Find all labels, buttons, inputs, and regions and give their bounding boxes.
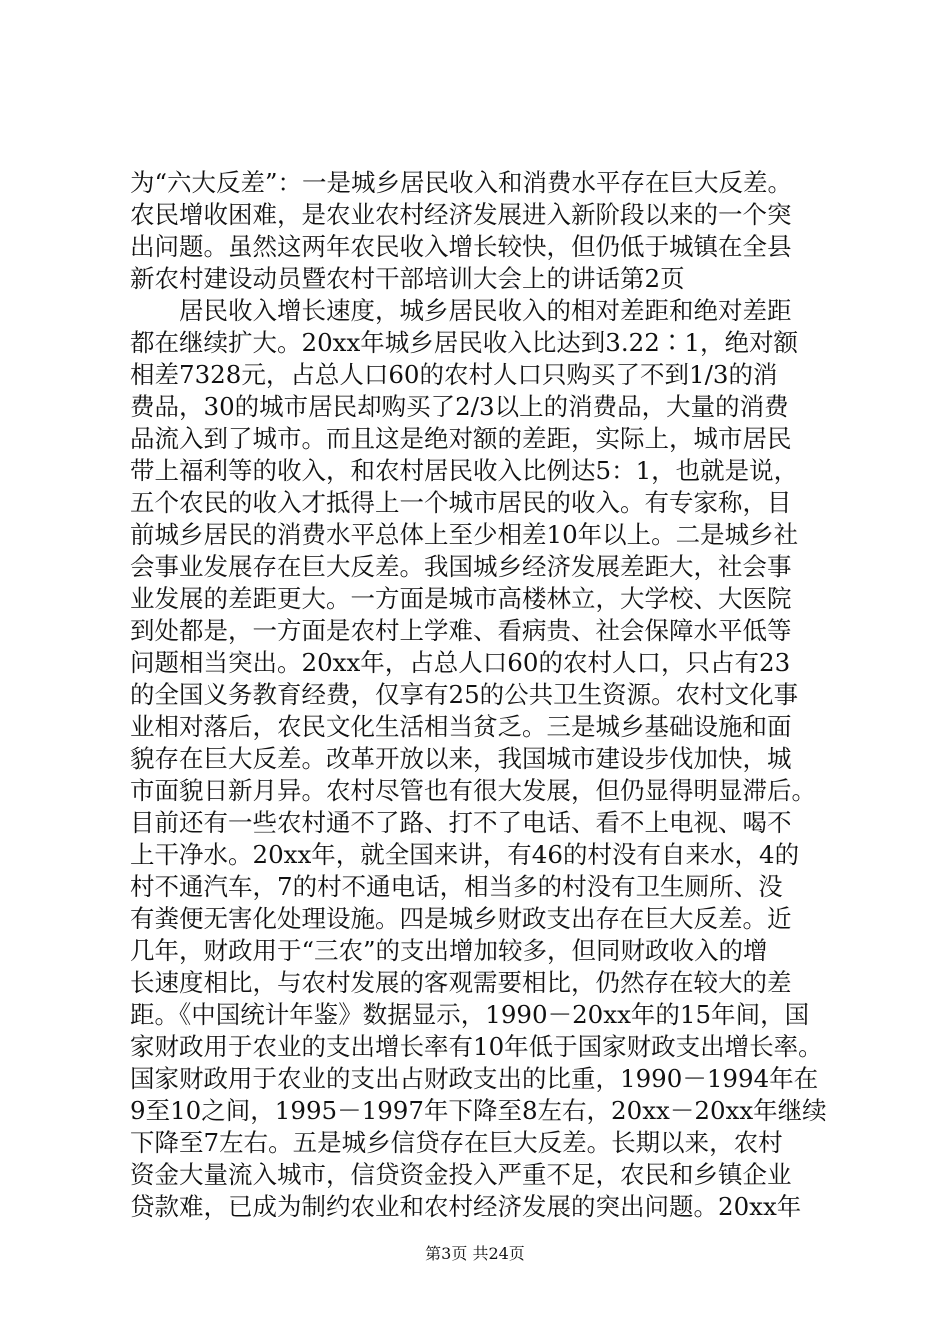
text-line: 业相对落后，农民文化生活相当贫乏。三是城乡基础设施和面	[130, 712, 792, 741]
text-line: 带上福利等的收入，和农村居民收入比例达5：1，也就是说，	[130, 456, 799, 485]
text-line: 贷款难，已成为制约农业和农村经济发展的突出问题。20xx年	[130, 1192, 802, 1221]
text-line: 距。《中国统计年鉴》数据显示，1990－20xx年的15年间，国	[130, 1000, 810, 1029]
text-line: 会事业发展存在巨大反差。我国城乡经济发展差距大，社会事	[130, 552, 792, 581]
text-line: 貌存在巨大反差。改革开放以来，我国城市建设步伐加快，城	[130, 744, 792, 773]
text-line: 新农村建设动员暨农村干部培训大会上的讲话第2页	[130, 264, 685, 293]
text-line: 资金大量流入城市，信贷资金投入严重不足，农民和乡镇企业	[130, 1160, 792, 1189]
text-line: 费品，30的城市居民却购买了2/3以上的消费品，大量的消费	[130, 392, 789, 421]
text-line: 出问题。虽然这两年农民收入增长较快，但仍低于城镇在全县	[130, 232, 792, 261]
text-line: 都在继续扩大。20xx年城乡居民收入比达到3.22∶1，绝对额	[130, 328, 798, 357]
text-line: 问题相当突出。20xx年，占总人口60的农村人口，只占有23	[130, 648, 791, 677]
text-line: 相差7328元，占总人口60的农村人口只购买了不到1/3的消	[130, 360, 778, 389]
text-line: 五个农民的收入才抵得上一个城市居民的收入。有专家称，目	[130, 488, 792, 517]
text-line: 国家财政用于农业的支出占财政支出的比重，1990－1994年在	[130, 1064, 819, 1093]
text-line: 几年，财政用于“三农”的支出增加较多，但同财政收入的增	[130, 936, 768, 965]
text-line: 业发展的差距更大。一方面是城市高楼林立，大学校、大医院	[130, 584, 792, 613]
text-line: 长速度相比，与农村发展的客观需要相比，仍然存在较大的差	[130, 968, 792, 997]
text-line: 为“六大反差”：一是城乡居民收入和消费水平存在巨大反差。	[130, 168, 793, 197]
text-line: 前城乡居民的消费水平总体上至少相差10年以上。二是城乡社	[130, 520, 799, 549]
body-text	[130, 167, 830, 1223]
text-line: 上干净水。20xx年，就全国来讲，有46的村没有自来水，4的	[130, 840, 800, 869]
text-line: 下降至7左右。五是城乡信贷存在巨大反差。长期以来，农村	[130, 1128, 783, 1157]
text-line: 农民增收困难，是农业农村经济发展进入新阶段以来的一个突	[130, 200, 792, 229]
text-line: 品流入到了城市。而且这是绝对额的差距，实际上，城市居民	[130, 424, 792, 453]
text-line: 居民收入增长速度，城乡居民收入的相对差距和绝对差距	[130, 296, 792, 325]
text-line: 的全国义务教育经费，仅享有25的公共卫生资源。农村文化事	[130, 680, 799, 709]
text-line: 到处都是，一方面是农村上学难、看病贵、社会保障水平低等	[130, 616, 792, 645]
text-line: 村不通汽车，7的村不通电话，相当多的村没有卫生厕所、没	[130, 872, 783, 901]
text-line: 9至10之间，1995－1997年下降至8左右，20xx－20xx年继续	[130, 1096, 827, 1125]
page-number-footer: 第3页 共24页	[425, 1244, 525, 1263]
text-line: 家财政用于农业的支出增长率有10年低于国家财政支出增长率。	[130, 1032, 823, 1061]
text-line: 市面貌日新月异。农村尽管也有很大发展，但仍显得明显滞后。	[130, 776, 816, 805]
text-line: 有粪便无害化处理设施。四是城乡财政支出存在巨大反差。近	[130, 904, 792, 933]
text-line: 目前还有一些农村通不了路、打不了电话、看不上电视、喝不	[130, 808, 792, 837]
